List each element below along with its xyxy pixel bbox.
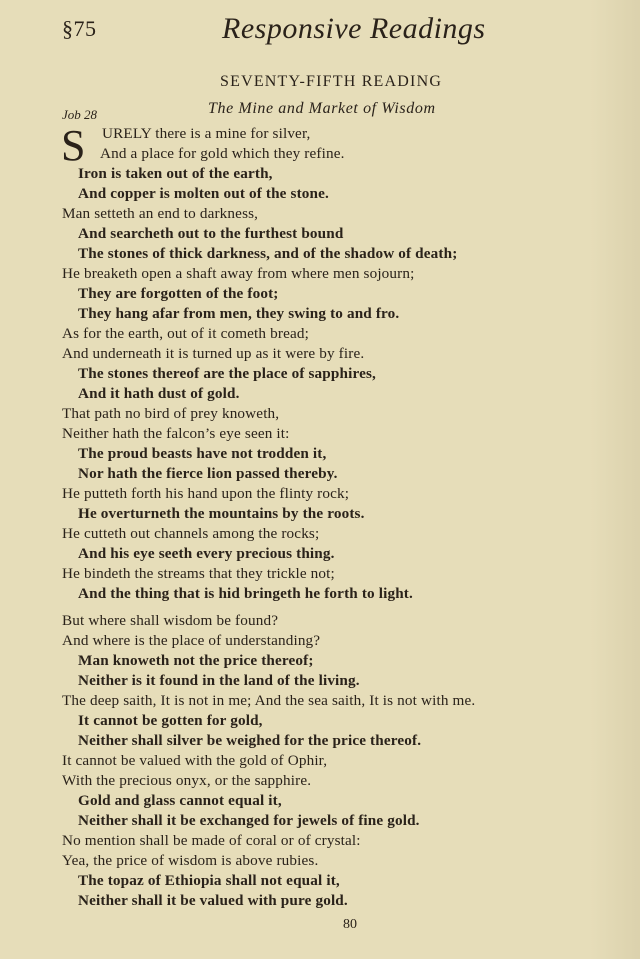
response-line: Neither is it found in the land of the living. [78,672,360,689]
reading-line: Yea, the price of wisdom is above rubies. [62,852,319,869]
response-line: Iron is taken out of the earth, [78,165,273,182]
scripture-reference: Job 28 [62,107,98,122]
response-line: Neither shall it be valued with pure gold. [78,892,348,909]
reading-line: And where is the place of understanding? [62,632,321,649]
reading-line: And underneath it is turned up as it were by fire. [62,345,365,362]
response-line: Gold and glass cannot equal it, [78,792,282,809]
response-line: And it hath dust of gold. [78,385,240,402]
drop-cap: S [61,121,86,170]
running-title: Responsive Readings [222,12,486,45]
reading-heading: SEVENTY-FIFTH READING [220,73,443,90]
reading-line: And a place for gold which they refine. [100,145,345,162]
response-line: The stones of thick darkness, and of the shadow of death; [78,245,458,262]
response-line: Man knoweth not the price thereof; [78,652,314,669]
reading-line: Man setteth an end to darkness, [62,205,259,222]
response-line: Neither shall it be exchanged for jewels of fine gold. [78,812,420,829]
reading-line: No mention shall be made of coral or of crystal: [62,832,361,849]
section-number: §75 [62,16,97,41]
reading-line: With the precious onyx, or the sapphire. [62,772,312,789]
response-line: Nor hath the fierce lion passed thereby. [78,465,338,482]
response-line: And his eye seeth every precious thing. [78,545,335,562]
reading-line: But where shall wisdom be found? [62,612,279,629]
response-line: The topaz of Ethiopia shall not equal it, [78,872,340,889]
reading-line: He cutteth out channels among the rocks; [62,525,320,542]
response-line: It cannot be gotten for gold, [78,712,263,729]
page-edge-shadow [590,0,640,959]
response-line: And the thing that is hid bringeth he forth to light. [78,585,413,602]
reading-line: Neither hath the falcon’s eye seen it: [62,425,290,442]
reading-line: The deep saith, It is not in me; And the sea saith, It is not with me. [62,692,476,709]
reading-line: It cannot be valued with the gold of Ophir, [62,752,328,769]
reading-line: As for the earth, out of it cometh bread; [62,325,309,342]
response-line: They are forgotten of the foot; [78,285,279,302]
reading-line: He breaketh open a shaft away from where men sojourn; [62,265,415,282]
reading-line: He bindeth the streams that they trickle not; [62,565,335,582]
response-line: He overturneth the mountains by the roots. [78,505,365,522]
reading-subtitle: The Mine and Market of Wisdom [208,100,436,117]
reading-line: URELY there is a mine for silver, [102,125,311,142]
response-line: The proud beasts have not trodden it, [78,445,327,462]
response-line: And copper is molten out of the stone. [78,185,329,202]
response-line: The stones thereof are the place of sapphires, [78,365,376,382]
reading-line: That path no bird of prey knoweth, [62,405,280,422]
response-line: And searcheth out to the furthest bound [78,225,344,242]
response-line: They hang afar from men, they swing to and fro. [78,305,400,322]
response-line: Neither shall silver be weighed for the price thereof. [78,732,422,749]
page-number: 80 [343,917,357,932]
reading-line: He putteth forth his hand upon the flinty rock; [62,485,350,502]
